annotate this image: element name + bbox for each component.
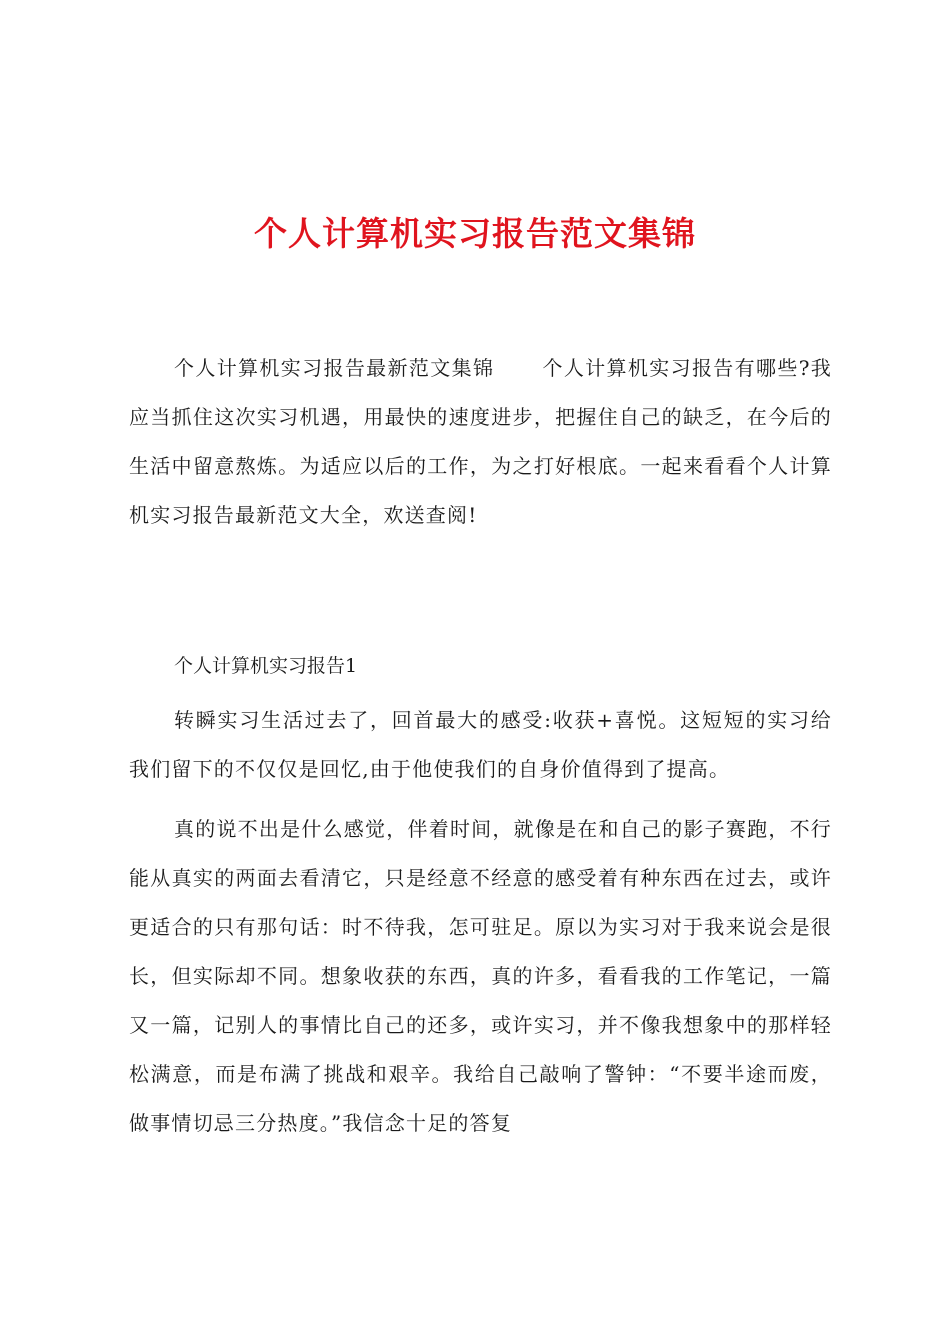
body-paragraph: 转瞬实习生活过去了，回首最大的感受:收获+喜悦。这短短的实习给我们留下的不仅仅是回忆,由于他使我们的自身价值得到了提高。 (129, 708, 832, 781)
body-paragraph: 真的说不出是什么感觉，伴着时间，就像是在和自己的影子赛跑，不行能从真实的两面去看清它，只是经意不经意的感受着有种东西在过去，或许更适合的只有那句话：时不待我，怎可驻足。原以为实习对于我来说会是很长，但实际却不同。想象收获的东西，真的许多，看看我的工作笔记，一篇又一篇，记别人的事情比自己的还多，或许实习，并不像我想象中的那样轻松满意，而是布满了挑战和艰辛。我给自己敲响了警钟：“不要半途而废，做事情切忌三分热度。”我信念十足的答复 (129, 817, 832, 1135)
intro-body: 个人计算机实习报告有哪些?我应当抓住这次实习机遇，用最快的速度进步，把握住自己的缺乏，在今后的生活中留意熬炼。为适应以后的工作，为之打好根底。一起来看看个人计算机实习报告最新范文大全，欢送查阅! (129, 356, 832, 527)
report-section-1 (129, 646, 832, 1148)
section-heading: 个人计算机实习报告1 (174, 655, 358, 677)
document-title: 个人计算机实习报告范文集锦 (254, 214, 696, 253)
intro-lead: 个人计算机实习报告最新范文集锦 (174, 356, 495, 380)
intro-paragraph (129, 344, 832, 540)
